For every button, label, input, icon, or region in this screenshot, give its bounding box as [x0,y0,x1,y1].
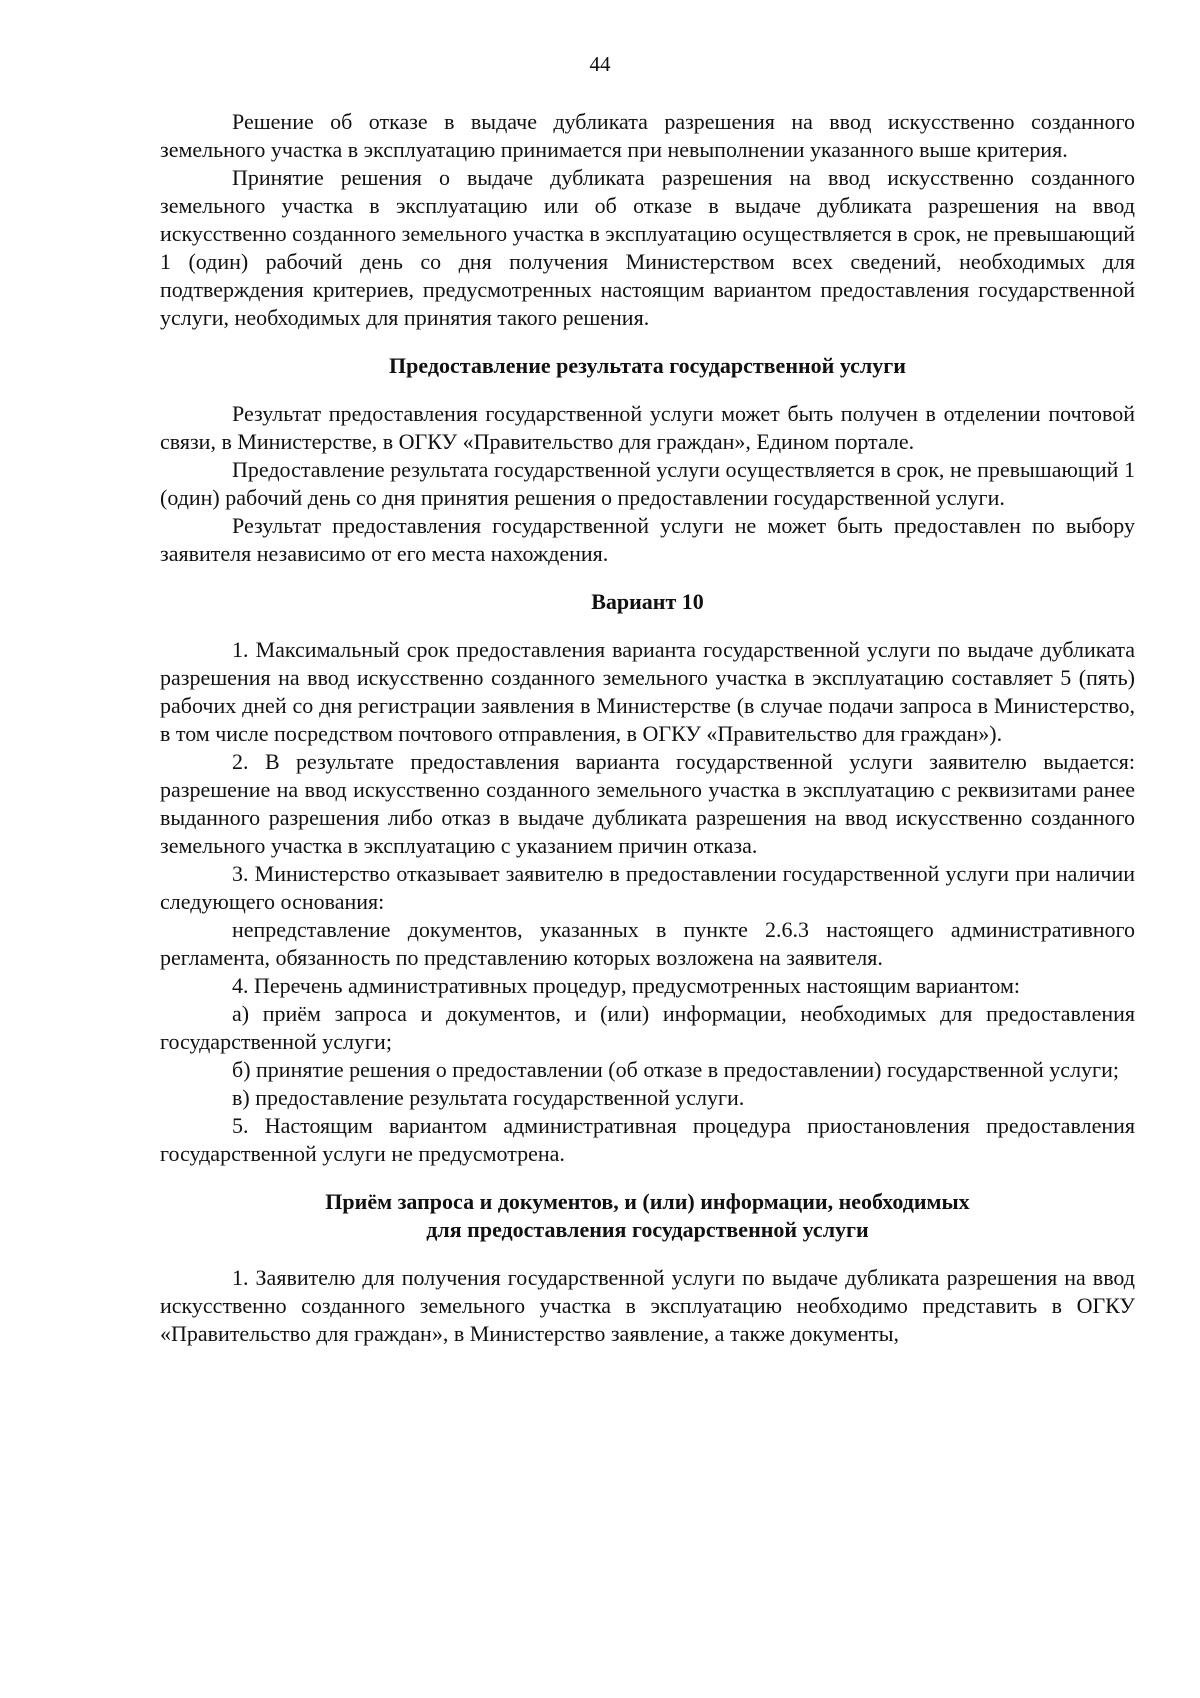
paragraph: в) предоставление результата государственной услуги. [232,1085,745,1110]
paragraph: 1. Максимальный срок предоставления варианта государственной услуги по выдаче дубликата разрешения на ввод искусственно созданного земельного участка в эксплуатацию составляет 5 (пять) рабочих дней со дня регистрации заявления в Министерстве (в случае подачи запроса в Министерство, в том числе посредством почтового отправления, в ОГКУ «Правительство для граждан»). [160,637,1135,746]
heading-line: для предоставления государственной услуги [426,1217,869,1242]
section-heading-variant: Вариант 10 [591,589,704,614]
paragraph: б) принятие решения о предоставлении (об отказе в предоставлении) государственной услуги; [232,1057,1119,1082]
paragraph: Результат предоставления государственной услуги не может быть предоставлен по выбору заявителя независимо от его места нахождения. [160,513,1135,566]
paragraph: Решение об отказе в выдаче дубликата разрешения на ввод искусственно созданного земельного участка в эксплуатацию принимается при невыполнении указанного выше критерия. [160,109,1135,162]
paragraph: Результат предоставления государственной услуги может быть получен в отделении почтовой связи, в Министерстве, в ОГКУ «Правительство для граждан», Едином портале. [160,401,1135,454]
section-heading-intake [160,1188,1135,1244]
paragraph: 1. Заявителю для получения государственной услуги по выдаче дубликата разрешения на ввод искусственно созданного земельного участка в эксплуатацию необходимо представить в ОГКУ «Правительство для граждан», в Министерство заявление, а также документы, [160,1265,1135,1346]
paragraph: непредставление документов, указанных в пункте 2.6.3 настоящего административного регламента, обязанность по представлению которых возложена на заявителя. [160,917,1135,970]
paragraph: 5. Настоящим вариантом административная процедура приостановления предоставления государственной услуги не предусмотрена. [160,1113,1135,1166]
paragraph: 2. В результате предоставления варианта государственной услуги заявителю выдается: разрешение на ввод искусственно созданного земельного участка в эксплуатацию с реквизитами ранее выданного разрешения либо отказ в выдаче дубликата разрешения на ввод искусственно созданного земельного участка в эксплуатацию с указанием причин отказа. [160,749,1135,858]
paragraph: 4. Перечень административных процедур, предусмотренных настоящим вариантом: [232,973,1020,998]
section-heading-result: Предоставление результата государственной услуги [389,353,906,378]
paragraph: 3. Министерство отказывает заявителю в предоставлении государственной услуги при наличии следующего основания: [160,861,1135,914]
paragraph: Предоставление результата государственной услуги осуществляется в срок, не превышающий 1 (один) рабочий день со дня принятия решения о предоставлении государственной услуги. [160,457,1135,510]
paragraph: а) приём запроса и документов, и (или) информации, необходимых для предоставления государственной услуги; [160,1001,1135,1054]
paragraph: Принятие решения о выдаче дубликата разрешения на ввод искусственно созданного земельного участка в эксплуатацию или об отказе в выдаче дубликата разрешения на ввод искусственно созданного земельного участка в эксплуатацию осуществляется в срок, не превышающий 1 (один) рабочий день со дня получения Министерством всех сведений, необходимых для подтверждения критериев, предусмотренных настоящим вариантом предоставления государственной услуги, необходимых для принятия такого решения. [160,165,1136,330]
heading-line: Приём запроса и документов, и (или) информации, необходимых [325,1189,970,1214]
document-body [160,108,1135,1348]
page-number: 44 [589,52,611,76]
